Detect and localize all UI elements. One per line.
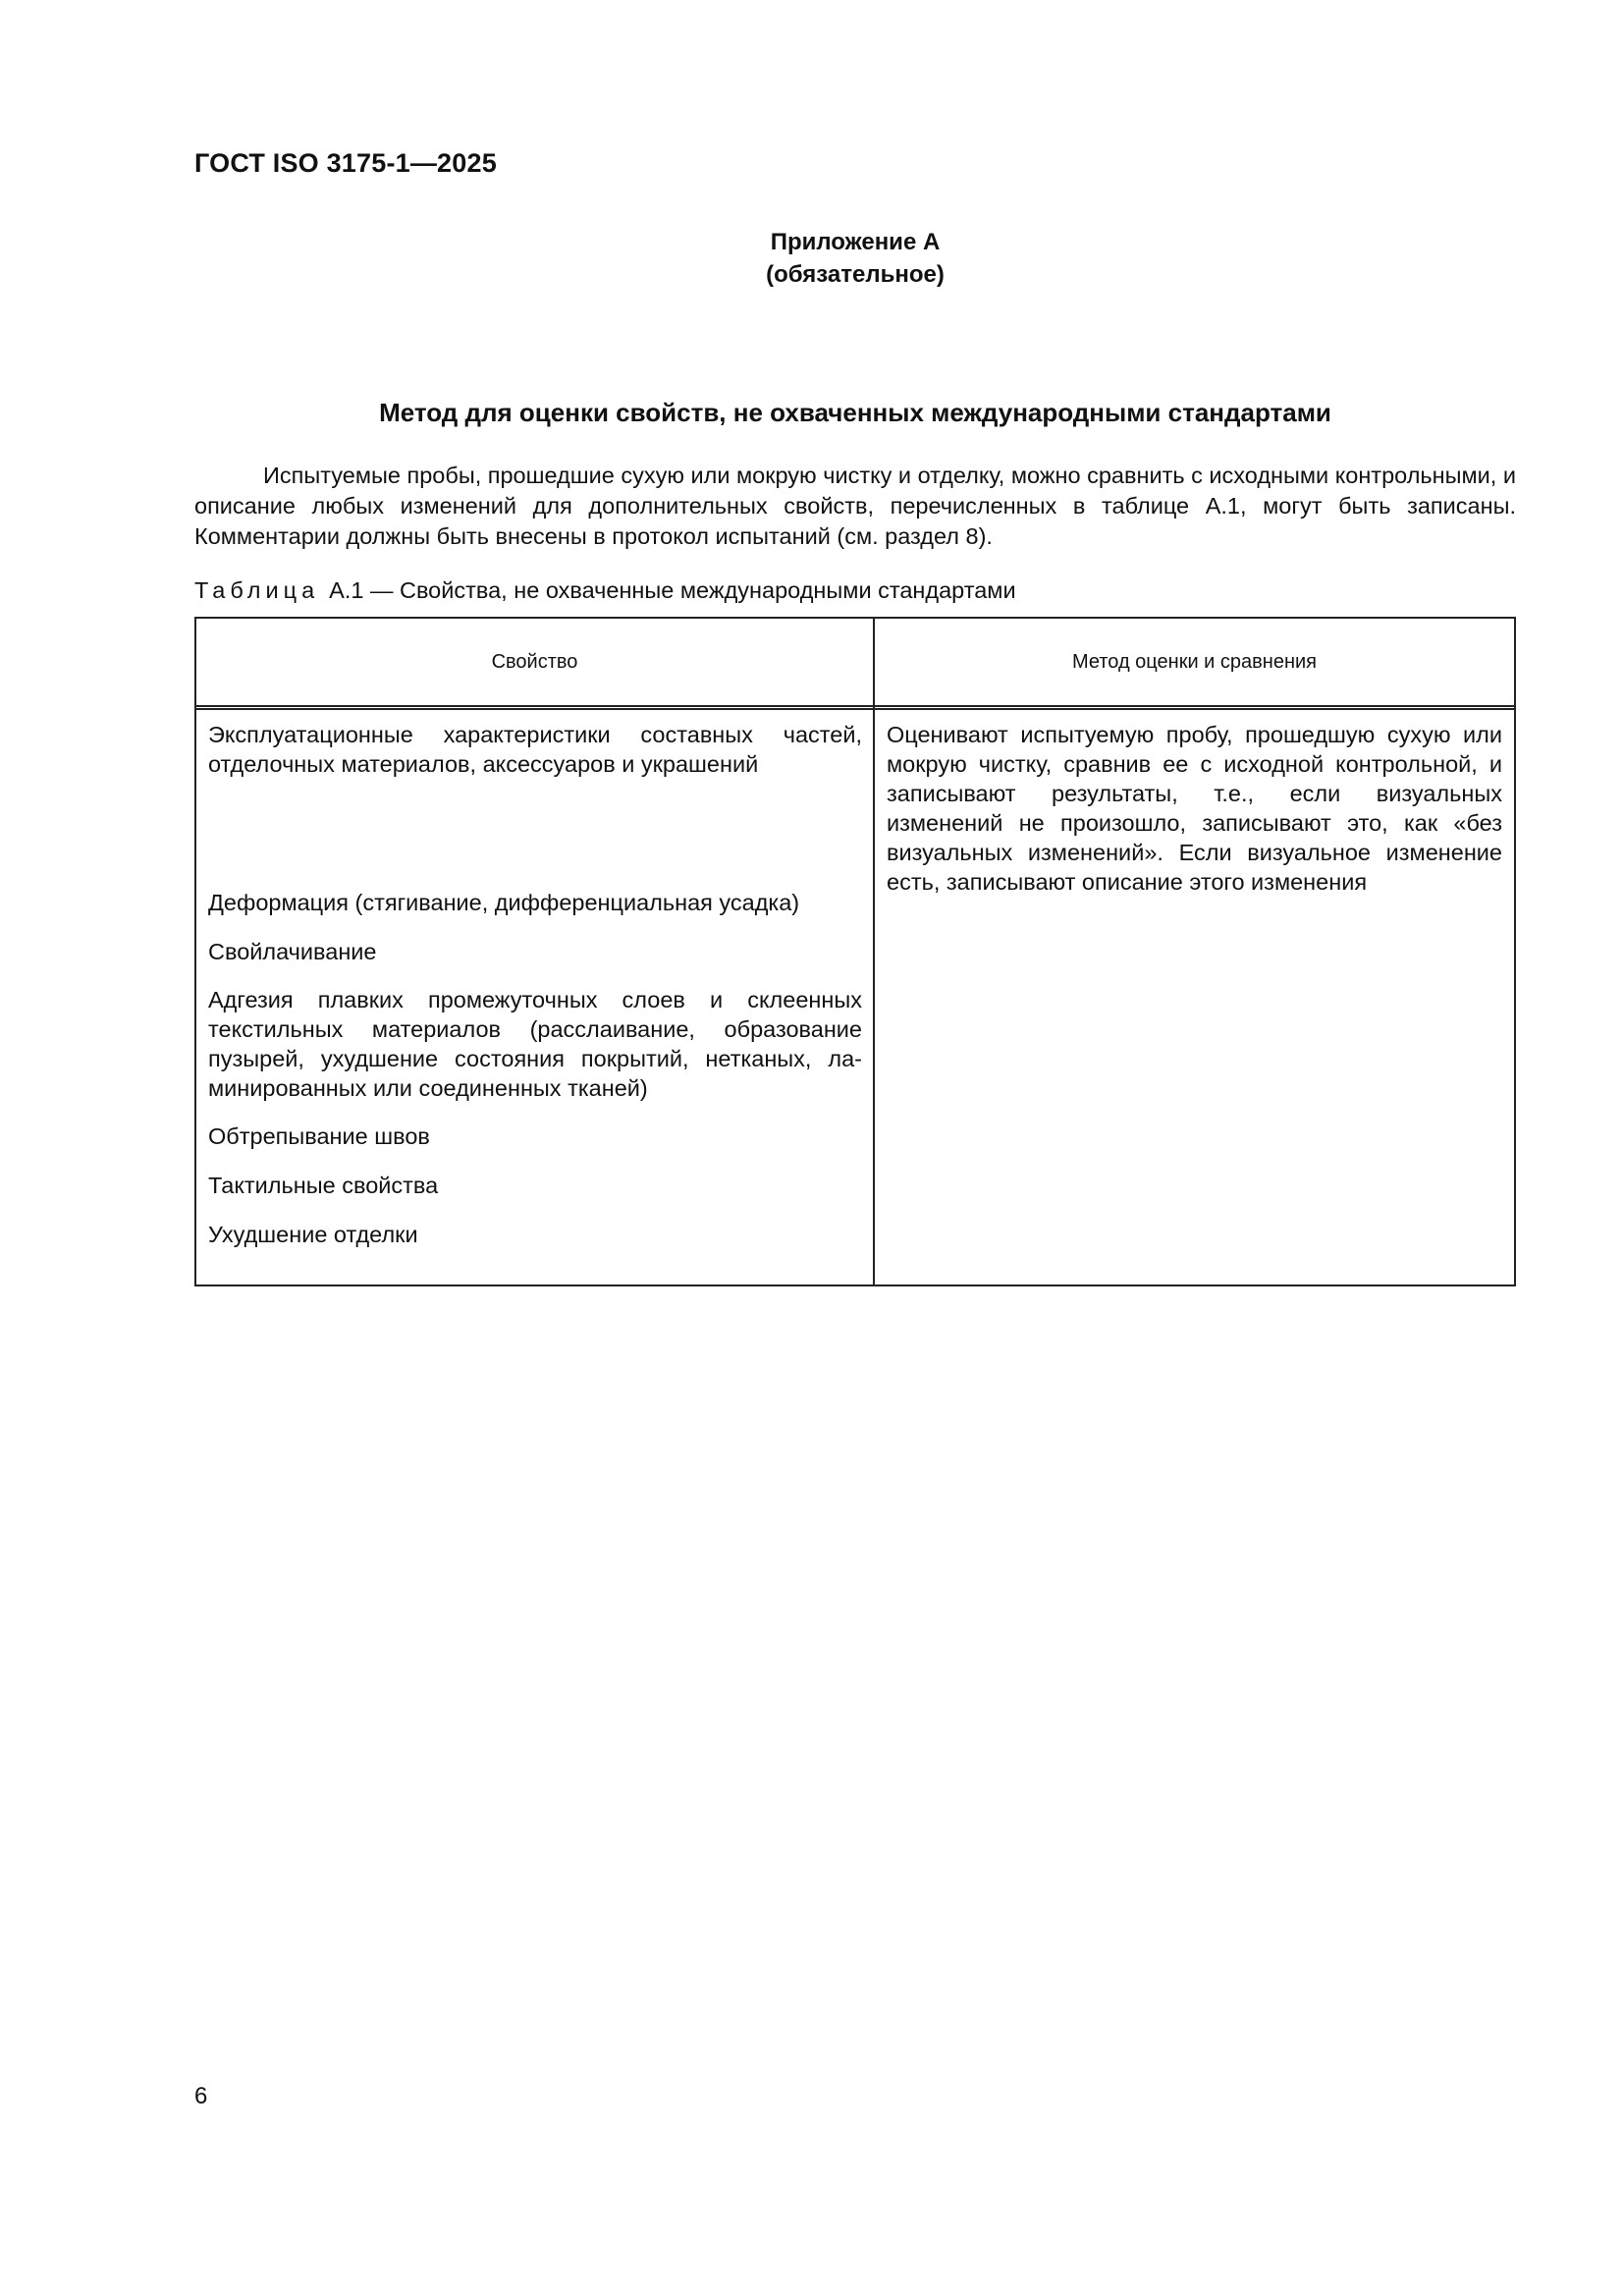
intro-paragraph: Испытуемые пробы, прошедшие сухую или мокрую чистку и отделку, можно сравнить с исходными контрольными, и описание любых изменений для дополнительных свойств, перечисленных в таблице А.1, могут быть записаны. Комментарии должны быть внесены в протокол испытаний (см. раздел 8). [194, 463, 1516, 549]
appendix-title: Приложение А [770, 229, 941, 255]
document-code: ГОСТ ISO 3175-1—2025 [194, 148, 497, 178]
table-header-row [196, 619, 1514, 710]
properties-table [194, 617, 1516, 1286]
table-caption-text: А.1 — Свойства, не охваченные международными стандартами [329, 577, 1016, 603]
property-item: Эксплуатационные характеристики составных частей, отделочных материалов, аксессуаров и украшений [208, 722, 862, 777]
appendix-status: (обязательное) [766, 261, 945, 288]
page-number: 6 [194, 2083, 208, 2109]
table-caption-label: Таблица [194, 577, 320, 603]
property-item: Тактильные свойства [208, 1173, 439, 1198]
header-cell-property: Свойство [491, 650, 578, 673]
column-divider [873, 619, 875, 1285]
section-title: Метод для оценки свойств, не охваченных международными стандартами [379, 398, 1331, 427]
property-list [208, 720, 862, 1249]
property-item: Адгезия плавких промежуточных слоев и склеенных текстильных материалов (расслаивание, образование пузырей, ухудшение состояния покрытий, нетканых, ламинированных или соединенных тканей) [208, 987, 862, 1101]
method-cell: Оценивают испытуемую пробу, прошедшую сухую или мокрую чистку, сравнив ее с исходной контрольной, и записывают результаты, т.е., если визуальных изменений не произошло, записывают это, как «без визуальных изменений». Если визуальное изменение есть, записывают описание этого изменения [887, 722, 1502, 895]
property-item: Ухудшение отделки [208, 1222, 418, 1247]
header-cell-method: Метод оценки и сравнения [1071, 650, 1317, 673]
property-item: Деформация (стягивание, дифференциальная усадка) [208, 890, 800, 915]
table-caption [194, 575, 1016, 606]
property-item: Обтрепывание швов [208, 1123, 430, 1149]
property-item: Свойлачивание [208, 939, 377, 964]
appendix-heading [194, 226, 1516, 291]
